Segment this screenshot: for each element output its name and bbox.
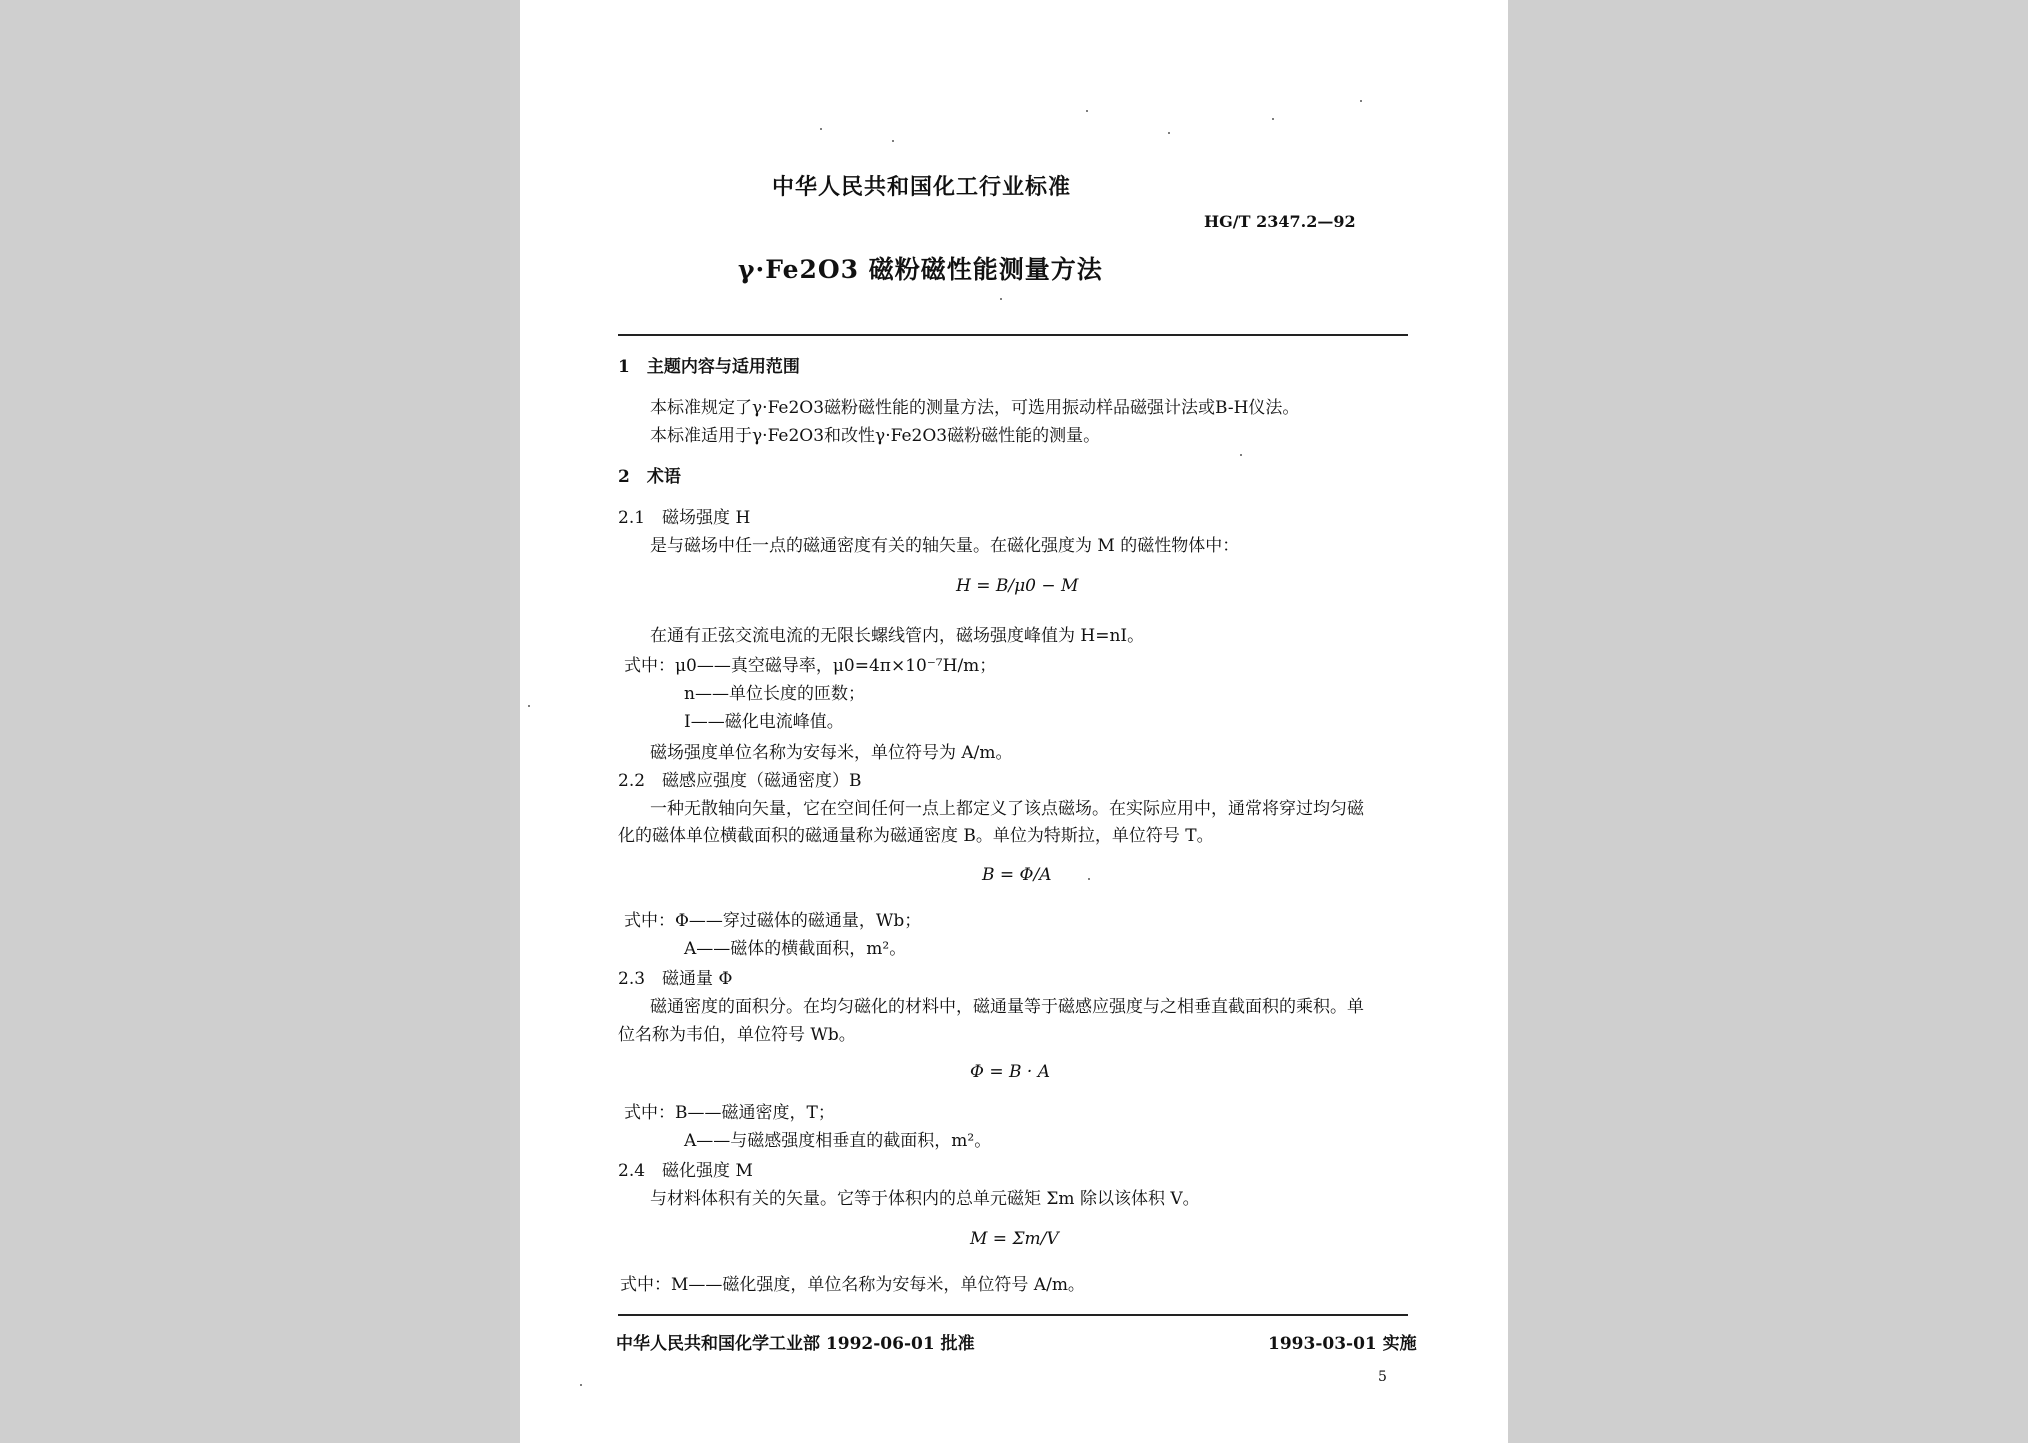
section-2-1-paragraph-3: 磁场强度单位名称为安每米，单位符号为 A/m。 <box>650 743 1013 763</box>
formula-h: H = B/μ0 − M <box>956 576 1079 596</box>
document-title: γ·Fe2O3 磁粉磁性能测量方法 <box>738 255 1103 284</box>
scan-speck <box>1086 110 1088 112</box>
formula-m: M = Σm/V <box>970 1229 1059 1249</box>
section-2-1-heading: 2.1 磁场强度 H <box>618 508 751 528</box>
footer-rule <box>618 1314 1408 1316</box>
formula-b: B = Φ/A <box>982 865 1052 885</box>
section-2-2-heading: 2.2 磁感应强度（磁通密度）B <box>618 771 862 791</box>
section-2-4-heading: 2.4 磁化强度 M <box>618 1161 753 1181</box>
document-page <box>520 0 1508 1443</box>
section-2-3-heading: 2.3 磁通量 Φ <box>618 969 733 989</box>
section-2-3-paragraph-2: 位名称为韦伯，单位符号 Wb。 <box>618 1025 856 1045</box>
effective-date: 1993-03-01 实施 <box>1268 1334 1417 1354</box>
standard-number: HG/T 2347.2—92 <box>1204 212 1356 231</box>
section-2-2-paragraph-1: 一种无散轴向矢量，它在空间任何一点上都定义了该点磁场。在实际应用中，通常将穿过均匀磁 <box>650 799 1364 819</box>
scan-speck <box>892 140 894 142</box>
header-rule <box>618 334 1408 336</box>
section-2-1-paragraph-1: 是与磁场中任一点的磁通密度有关的轴矢量。在磁化强度为 M 的磁性物体中： <box>650 536 1240 556</box>
where-a-2: A——与磁感强度相垂直的截面积，m²。 <box>684 1131 992 1151</box>
scan-speck <box>1240 454 1242 456</box>
section-2-4-paragraph-1: 与材料体积有关的矢量。它等于体积内的总单元磁矩 Σm 除以该体积 V。 <box>650 1189 1200 1209</box>
where-m: 式中：M——磁化强度，单位名称为安每米，单位符号 A/m。 <box>620 1275 1085 1295</box>
approval-line: 中华人民共和国化学工业部 1992-06-01 批准 <box>616 1334 975 1354</box>
section-2-3-paragraph-1: 磁通密度的面积分。在均匀磁化的材料中，磁通量等于磁感应强度与之相垂直截面积的乘积。单 <box>650 997 1364 1017</box>
scan-speck <box>1168 132 1170 134</box>
scan-speck <box>1088 878 1090 880</box>
scan-speck <box>1000 298 1002 300</box>
scan-speck <box>528 705 530 707</box>
scan-speck <box>580 1384 582 1386</box>
where-a: A——磁体的横截面积，m²。 <box>684 939 907 959</box>
where-n: n——单位长度的匝数； <box>684 684 865 704</box>
formula-phi: Φ = B · A <box>970 1062 1050 1082</box>
scan-speck <box>1360 100 1362 102</box>
section-1-paragraph-1: 本标准规定了γ·Fe2O3磁粉磁性能的测量方法，可选用振动样品磁强计法或B-H仪法。 <box>650 398 1300 418</box>
section-2-heading: 2 术语 <box>618 467 681 487</box>
page-number: 5 <box>1378 1369 1387 1385</box>
where-i: I——磁化电流峰值。 <box>684 712 844 732</box>
section-2-2-paragraph-2: 化的磁体单位横截面积的磁通量称为磁通密度 B。单位为特斯拉，单位符号 T。 <box>618 826 1214 846</box>
section-1-paragraph-2: 本标准适用于γ·Fe2O3和改性γ·Fe2O3磁粉磁性能的测量。 <box>650 426 1101 446</box>
where-phi: 式中：Φ——穿过磁体的磁通量，Wb； <box>624 911 922 931</box>
where-mu0: 式中：μ0——真空磁导率，μ0=4π×10⁻⁷H/m； <box>624 656 997 676</box>
org-title: 中华人民共和国化工行业标准 <box>772 174 1072 200</box>
section-1-heading: 1 主题内容与适用范围 <box>618 357 800 377</box>
scan-speck <box>1272 118 1274 120</box>
section-2-1-paragraph-2: 在通有正弦交流电流的无限长螺线管内，磁场强度峰值为 H=nI。 <box>650 626 1145 646</box>
scan-speck <box>820 128 822 130</box>
where-b: 式中：B——磁通密度，T； <box>624 1103 835 1123</box>
